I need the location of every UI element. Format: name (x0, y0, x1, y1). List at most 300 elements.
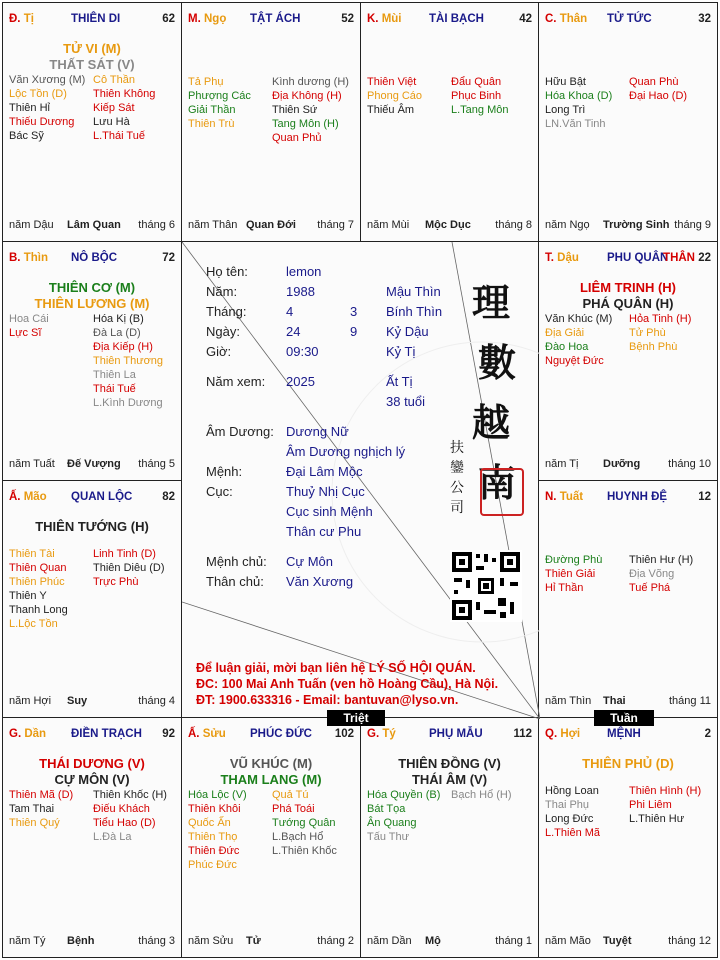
minor-star: Tả Phụ (188, 76, 224, 88)
value-age: 38 tuổi (386, 394, 426, 409)
contact-line-2: ĐC: 100 Mai Anh Tuấn (ven hồ Hoàng Cầu), Hà Nội. (196, 677, 499, 691)
minor-star: Thiên Quý (9, 817, 60, 829)
sub-char-3: 公 (450, 480, 464, 496)
palace-month: tháng 10 (668, 458, 711, 470)
minor-stars-right (93, 73, 182, 143)
branch-chi: Ngọ (203, 13, 227, 25)
minor-star: Giải Thần (188, 104, 236, 116)
label-day: Ngày: (206, 324, 240, 339)
sub-calligraphy (450, 438, 464, 518)
than-marker: THÂN (663, 252, 695, 264)
palace-cell[interactable] (2, 241, 182, 481)
palace-year: năm Tị (545, 458, 579, 470)
center-info-panel (181, 241, 539, 718)
palace-branch (188, 13, 226, 25)
palace-number: 92 (162, 728, 175, 740)
branch-can: K. (367, 13, 379, 25)
sub-char-2: 鑾 (450, 460, 464, 476)
value-amduong-2: Âm Dương nghịch lý (286, 444, 406, 459)
branch-chi: Thìn (23, 252, 48, 264)
minor-star: Đẩu Quân (451, 76, 502, 88)
minor-star: Bát Tọa (367, 803, 406, 815)
minor-star: L.Thiên Khốc (272, 845, 337, 857)
minor-star: L.Tang Môn (451, 104, 509, 116)
minor-star: Phong Cáo (367, 90, 423, 102)
palace-header (188, 13, 354, 27)
branch-can: G. (9, 728, 22, 740)
major-star: THẤT SÁT (V) (49, 57, 135, 72)
info-labels (206, 262, 265, 392)
major-star: THIÊN CƠ (M) (48, 280, 136, 295)
palace-name: PHU QUÂN (607, 252, 669, 264)
minor-star: Phúc Đức (188, 859, 237, 871)
major-star: THÁI ÂM (V) (411, 772, 488, 787)
major-star: LIÊM TRINH (H) (579, 280, 677, 295)
palace-branch (188, 728, 226, 740)
palace-stage: Thai (603, 695, 626, 707)
label-year: Năm: (206, 284, 238, 299)
sub-char-1: 扶 (450, 440, 464, 456)
minor-star: Thiên Đức (188, 845, 240, 857)
minor-star: Thiên Hỉ (9, 102, 50, 114)
minor-star: Thiên Mã (D) (9, 789, 74, 801)
palace-header (9, 728, 175, 742)
tuvi-chart-board (2, 2, 718, 958)
minor-star: Tuế Phá (629, 582, 671, 594)
palace-month: tháng 9 (674, 219, 711, 231)
value-view-year: 2025 (286, 374, 315, 389)
minor-star: Địa Không (H) (272, 90, 342, 102)
palace-month: tháng 4 (138, 695, 175, 707)
palace-year: năm Sửu (188, 935, 234, 947)
info-canchi (386, 282, 442, 412)
palace-year: năm Hợi (9, 695, 52, 707)
palace-number: 12 (698, 491, 711, 503)
value-amduong-1: Dương Nữ (286, 424, 349, 439)
minor-star: Long Trì (545, 104, 586, 116)
label-month: Tháng: (206, 304, 247, 319)
palace-branch (367, 728, 396, 740)
minor-star: Thanh Long (9, 604, 68, 616)
value-than-chu: Văn Xương (286, 574, 354, 589)
contact-line-1: Để luận giải, mời bạn liên hệ LÝ SỐ HỘI QUÁN. (196, 661, 476, 675)
minor-star: Phượng Các (188, 90, 251, 102)
minor-star: Thiên Không (93, 88, 156, 100)
minor-star: Thiên Hư (H) (629, 554, 694, 566)
palace-name: QUAN LỘC (71, 491, 133, 503)
major-star: THIÊN TƯỚNG (H) (35, 519, 149, 534)
minor-star: Thiên Phúc (9, 576, 65, 588)
minor-star: Thiên Khôi (188, 803, 241, 815)
palace-number: 2 (704, 728, 711, 740)
branch-can: B. (9, 252, 21, 264)
palace-cell[interactable] (538, 717, 718, 958)
palace-footer (9, 935, 175, 949)
branch-chi: Tuất (559, 491, 584, 503)
palace-number: 42 (519, 13, 532, 25)
palace-cell[interactable] (538, 241, 718, 481)
minor-star: Thiên La (93, 369, 136, 381)
minor-stars-left (9, 312, 95, 340)
palace-year: năm Tuất (9, 458, 55, 470)
palace-branch (367, 13, 402, 25)
major-stars (3, 756, 181, 788)
branch-chi: Tý (382, 728, 396, 740)
minor-stars-left (9, 73, 95, 143)
palace-cell[interactable] (360, 2, 539, 242)
minor-star: Thiên Thương (93, 355, 164, 367)
minor-star: Địa Võng (629, 568, 675, 580)
minor-star: Đà La (D) (93, 327, 141, 339)
minor-stars-left (367, 75, 453, 117)
minor-star: Bạch Hổ (H) (451, 789, 512, 801)
major-star: THIÊN LƯƠNG (M) (34, 296, 150, 311)
palace-name: TÀI BẠCH (429, 13, 484, 25)
branch-chi: Hợi (560, 728, 581, 740)
minor-star: Thiếu Âm (367, 104, 415, 116)
palace-footer (9, 219, 175, 233)
palace-stage: Dưỡng (603, 458, 641, 470)
palace-name: PHỤ MẪU (429, 728, 483, 740)
minor-star: Hóa Khoa (D) (545, 90, 613, 102)
major-stars (3, 280, 181, 312)
minor-star: Thiên Khốc (H) (93, 789, 167, 801)
minor-star: LN.Văn Tinh (545, 118, 606, 130)
palace-name: MỆNH (607, 728, 641, 740)
palace-month: tháng 2 (317, 935, 354, 947)
minor-star: Thai Phụ (545, 799, 590, 811)
branch-chi: Thân (559, 13, 588, 25)
minor-star: L.Thái Tuế (93, 130, 145, 142)
minor-stars-right (93, 788, 182, 844)
palace-stage: Tử (246, 935, 261, 947)
palace-number: 82 (162, 491, 175, 503)
minor-star: Tướng Quân (272, 817, 336, 829)
minor-stars-left (367, 788, 453, 844)
minor-stars-left (9, 788, 95, 830)
branch-can: T. (545, 252, 554, 264)
minor-star: Quốc Ấn (188, 817, 231, 829)
value-month-lunar: 3 (350, 304, 358, 319)
label-menh: Mệnh: (206, 464, 243, 479)
major-stars (539, 756, 717, 772)
minor-star: Thiên Quan (9, 562, 67, 574)
minor-star: Hồng Loan (545, 785, 599, 797)
label-view-year: Năm xem: (206, 374, 266, 389)
minor-star: L.Đà La (93, 831, 132, 843)
value-year-canchi: Mậu Thìn (386, 284, 441, 299)
label-amduong: Âm Dương: (206, 424, 274, 439)
value-cuc-1: Thuỷ Nhị Cục (286, 484, 365, 499)
minor-stars-left (188, 788, 274, 872)
branch-chi: Dần (24, 728, 47, 740)
palace-footer (9, 458, 175, 472)
minor-star: Phi Liêm (629, 799, 672, 811)
minor-star: Linh Tinh (D) (93, 548, 156, 560)
palace-number: 102 (334, 728, 354, 740)
palace-footer (188, 935, 354, 949)
label-menh-chu: Mệnh chủ: (206, 554, 267, 569)
major-star: CỰ MÔN (V) (54, 772, 130, 787)
palace-stage: Mộc Dục (425, 219, 471, 231)
minor-star: Thiên Giải (545, 568, 596, 580)
minor-star: Lưu Hà (93, 116, 130, 128)
calligraphy-4: 南 (478, 460, 517, 505)
minor-star: Thiên Thọ (188, 831, 238, 843)
major-stars (3, 41, 181, 73)
value-hour-canchi: Kỷ Tị (386, 344, 416, 359)
minor-star: Văn Khúc (M) (545, 313, 613, 325)
label-than-chu: Thân chủ: (206, 574, 264, 589)
value-name: lemon (286, 264, 322, 279)
minor-stars-left (545, 784, 631, 840)
palace-year: năm Thân (188, 219, 238, 231)
palace-year: năm Thìn (545, 695, 592, 707)
value-hour: 09:30 (286, 344, 319, 359)
minor-star: Điếu Khách (93, 803, 150, 815)
palace-cell[interactable] (2, 2, 182, 242)
minor-star: Long Đức (545, 813, 594, 825)
palace-name: TẬT ÁCH (250, 13, 301, 25)
major-star: TỬ VI (M) (63, 41, 121, 56)
minor-star: L.Thiên Mã (545, 827, 601, 839)
sub-char-4: 司 (450, 500, 464, 516)
minor-star: Đại Hao (D) (629, 90, 688, 102)
major-stars (182, 756, 360, 788)
palace-month: tháng 11 (668, 695, 711, 707)
minor-star: Tử Phù (629, 327, 666, 339)
label-hour: Giờ: (206, 344, 232, 359)
minor-star: Hỏa Tinh (H) (629, 313, 692, 325)
calligraphy-2: 數 (478, 340, 517, 385)
palace-cell[interactable] (181, 2, 361, 242)
minor-star: Kiếp Sát (93, 102, 135, 114)
palace-year: năm Mùi (367, 219, 410, 231)
palace-year: năm Dậu (9, 219, 54, 231)
branch-can: Ấ. (188, 728, 200, 740)
palace-stage: Đế Vượng (67, 458, 121, 470)
value-day-solar: 24 (286, 324, 301, 339)
value-menh-chu: Cự Môn (286, 554, 333, 569)
palace-footer (188, 219, 354, 233)
minor-star: Thiên Trù (188, 118, 235, 130)
minor-star: Lực Sĩ (9, 327, 42, 339)
palace-name: TỬ TỨC (607, 13, 652, 25)
palace-number: 112 (513, 728, 532, 740)
minor-star: Hỉ Thần (545, 582, 584, 594)
palace-branch (545, 13, 587, 25)
minor-star: Hữu Bật (545, 76, 586, 88)
branch-can: C. (545, 13, 557, 25)
contact-line-3: ĐT: 1900.633316 - Email: bantuvan@lyso.vn. (196, 693, 459, 707)
minor-star: Tấu Thư (367, 831, 410, 843)
value-day-lunar: 9 (350, 324, 358, 339)
minor-star: Lộc Tồn (D) (9, 88, 67, 100)
palace-cell[interactable] (360, 717, 539, 958)
minor-stars-left (545, 312, 631, 368)
minor-stars-right (272, 788, 361, 858)
minor-stars-left (545, 553, 631, 595)
minor-star: L.Lộc Tồn (9, 618, 58, 630)
palace-stage: Quan Đới (246, 219, 296, 231)
branch-can: Q. (545, 728, 558, 740)
minor-star: Địa Giải (545, 327, 585, 339)
palace-stage: Tuyệt (603, 935, 632, 947)
value-year: 1988 (286, 284, 315, 299)
tuan-marker: Tuần (594, 710, 654, 726)
major-star: THIÊN PHỦ (D) (582, 756, 674, 771)
palace-cell[interactable] (538, 480, 718, 718)
minor-star: Kình dương (H) (272, 76, 349, 88)
palace-header (9, 252, 175, 266)
palace-header (367, 728, 532, 742)
branch-can: M. (188, 13, 201, 25)
minor-star: L.Kình Dương (93, 397, 163, 409)
minor-stars-left (9, 547, 95, 631)
minor-stars-right (451, 75, 539, 117)
minor-star: Tang Môn (H) (272, 118, 339, 130)
info-values (286, 262, 321, 392)
minor-star: Văn Xương (M) (9, 74, 86, 86)
palace-month: tháng 7 (317, 219, 354, 231)
palace-name: NÔ BỘC (71, 252, 117, 264)
qr-code-icon[interactable] (450, 550, 522, 622)
info-lunar (350, 302, 357, 342)
palace-month: tháng 12 (668, 935, 711, 947)
minor-star: Thiên Hình (H) (629, 785, 702, 797)
palace-footer (545, 695, 711, 709)
minor-star: Tam Thai (9, 803, 55, 815)
major-star: THÁI DƯƠNG (V) (39, 756, 145, 771)
branch-can: G. (367, 728, 380, 740)
minor-stars-right (451, 788, 539, 802)
minor-star: Hóa Quyền (B) (367, 789, 441, 801)
palace-number: 32 (698, 13, 711, 25)
minor-star: Bác Sỹ (9, 130, 44, 142)
palace-number: 22 (698, 252, 711, 264)
branch-can: Đ. (9, 13, 21, 25)
minor-star: Hóa Lộc (V) (188, 789, 247, 801)
palace-header (545, 13, 711, 27)
minor-stars-right (93, 312, 182, 410)
palace-cell[interactable] (181, 717, 361, 958)
major-star: THIÊN ĐỒNG (V) (398, 756, 501, 771)
palace-footer (545, 219, 711, 233)
palace-header (545, 728, 711, 742)
palace-stage: Mộ (425, 935, 441, 947)
label-cuc: Cục: (206, 484, 233, 499)
palace-header (545, 491, 711, 505)
palace-number: 62 (162, 13, 175, 25)
minor-star: Nguyệt Đức (545, 355, 604, 367)
value-month-solar: 4 (286, 304, 294, 319)
minor-star: Thiên Diêu (D) (93, 562, 165, 574)
minor-stars-left (545, 75, 631, 131)
minor-star: Hóa Kị (B) (93, 313, 144, 325)
palace-cell[interactable] (2, 717, 182, 958)
palace-month: tháng 3 (138, 935, 175, 947)
calligraphy-3: 越 (472, 400, 511, 445)
palace-branch (9, 491, 47, 503)
minor-star: Thiếu Dương (9, 116, 75, 128)
palace-number: 52 (341, 13, 354, 25)
palace-header (545, 252, 711, 266)
palace-name: HUYNH ĐỆ (607, 491, 668, 503)
branch-chi: Mùi (381, 13, 402, 25)
triet-marker: Triệt (327, 710, 385, 726)
value-view-canchi: Ất Tị (386, 374, 413, 389)
palace-year: năm Dần (367, 935, 412, 947)
major-star: PHÁ QUÂN (H) (582, 296, 674, 311)
minor-star: Bệnh Phù (629, 341, 678, 353)
branch-chi: Sửu (202, 728, 226, 740)
branch-can: N. (545, 491, 557, 503)
minor-stars-right (272, 75, 361, 145)
palace-cell[interactable] (538, 2, 718, 242)
minor-star: Ân Quang (367, 817, 417, 829)
palace-month: tháng 6 (138, 219, 175, 231)
palace-footer (545, 935, 711, 949)
calligraphy-1: 理 (472, 280, 511, 325)
minor-stars-right (93, 547, 182, 589)
palace-branch (545, 491, 583, 503)
minor-stars-right (629, 784, 718, 826)
palace-header (9, 13, 175, 27)
minor-star: L.Thiên Hư (629, 813, 685, 825)
minor-star: Địa Kiếp (H) (93, 341, 153, 353)
minor-star: Phục Binh (451, 90, 502, 102)
palace-name: THIÊN DI (71, 13, 121, 25)
minor-stars-right (629, 312, 718, 354)
minor-star: Đào Hoa (545, 341, 589, 353)
palace-header (9, 491, 175, 505)
palace-month: tháng 1 (495, 935, 532, 947)
palace-cell[interactable] (2, 480, 182, 718)
palace-stage: Bệnh (67, 935, 95, 947)
branch-chi: Dậu (557, 252, 579, 264)
palace-footer (367, 935, 532, 949)
palace-stage: Lâm Quan (67, 219, 121, 231)
palace-header (188, 728, 354, 742)
palace-branch (545, 252, 579, 264)
major-stars (361, 756, 538, 788)
minor-star: Thái Tuế (93, 383, 136, 395)
minor-stars-right (629, 553, 718, 595)
major-star: THAM LANG (M) (220, 772, 322, 787)
major-stars (539, 280, 717, 312)
palace-stage: Trường Sinh (603, 219, 670, 231)
palace-year: năm Ngọ (545, 219, 590, 231)
major-stars (3, 519, 181, 535)
value-cuc-3: Thân cư Phu (286, 524, 362, 539)
minor-star: Tiểu Hao (D) (93, 817, 156, 829)
value-cuc-2: Cục sinh Mệnh (286, 504, 373, 519)
palace-name: PHÚC ĐỨC (250, 728, 312, 740)
red-seal-icon (480, 468, 524, 516)
minor-star: Thiên Việt (367, 76, 417, 88)
minor-star: Quan Phủ (272, 132, 322, 144)
contact-block (196, 660, 498, 708)
palace-branch (545, 728, 580, 740)
palace-header (367, 13, 532, 27)
minor-star: Phá Toái (272, 803, 315, 815)
palace-branch (9, 13, 34, 25)
minor-star: Thiên Tài (9, 548, 55, 560)
palace-month: tháng 5 (138, 458, 175, 470)
palace-footer (367, 219, 532, 233)
branch-can: Ấ. (9, 491, 21, 503)
minor-stars-left (188, 75, 274, 131)
